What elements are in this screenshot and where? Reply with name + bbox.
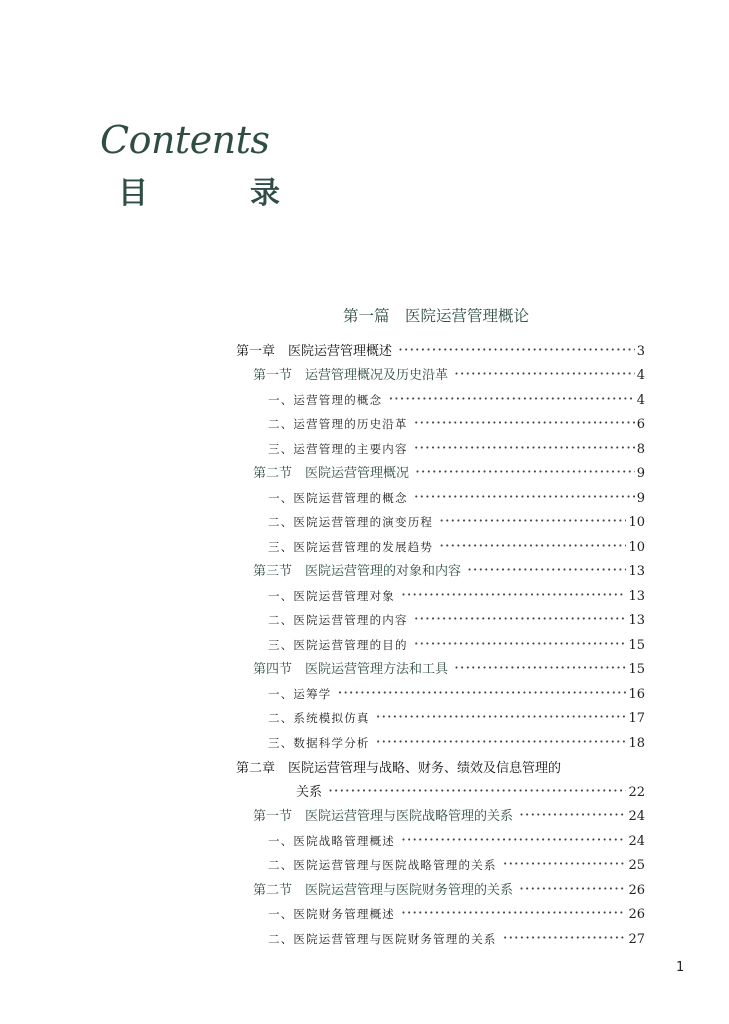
leader-dots [414,487,635,506]
toc-chapter-entry[interactable] [236,340,645,359]
toc-entry-label: 三、医院运营管理的发展趋势 [268,540,434,554]
leader-dots [519,879,626,898]
toc-item-entry[interactable] [268,413,645,432]
toc-chapter-heading-line[interactable]: 第二章 医院运营管理与战略、财务、绩效及信息管理的 [236,761,562,776]
toc-entry-label: 二、医院运营管理的内容 [268,613,408,627]
toc-entry-label: 二、医院运营管理的演变历程 [268,515,434,529]
toc-entry-page: 26 [628,907,645,922]
toc-entry-page: 15 [628,662,645,677]
contents-heading: Contents [100,118,270,162]
toc-section-entry[interactable] [253,560,645,579]
toc-entry-page: 17 [628,711,645,726]
leader-dots [414,609,627,628]
toc-entry-page: 6 [636,417,645,432]
leader-dots [414,438,635,457]
toc-entry-label: 第三节 医院运营管理的对象和内容 [253,564,462,579]
toc-entry-page: 26 [628,883,645,898]
leader-dots [414,413,635,432]
toc-entry-page: 4 [636,393,645,408]
leader-dots [439,536,626,555]
toc-entry-page: 22 [628,785,645,800]
toc-item-entry[interactable] [268,683,645,702]
toc-entry-label: 关系 [296,785,323,800]
toc-entry-page: 8 [636,442,645,457]
leader-dots [401,903,626,922]
toc-entry-page: 13 [628,564,645,579]
leader-dots [401,585,626,604]
toc-entry-label: 一、运营管理的概念 [268,393,383,407]
toc-item-entry[interactable] [268,854,645,873]
toc-entry-label: 一、医院财务管理概述 [268,907,395,921]
toc-entry-label: 第四节 医院运营管理方法和工具 [253,662,449,677]
leader-dots [454,364,635,383]
toc-entry-label: 三、数据科学分析 [268,736,370,750]
toc-entry-label: 三、医院运营管理的目的 [268,638,408,652]
toc-item-entry[interactable] [268,487,645,506]
toc-entry-page: 9 [636,466,645,481]
toc-entry-page: 3 [636,344,645,359]
toc-entry-page: 4 [636,368,645,383]
leader-dots [338,683,627,702]
toc-item-entry[interactable] [268,389,645,408]
page-number: 1 [676,960,685,975]
leader-dots [439,511,626,530]
toc-entry-page: 10 [628,540,645,555]
toc-entry-page: 27 [628,932,645,947]
toc-entry-label: 一、运筹学 [268,687,332,701]
toc-item-entry[interactable] [268,585,645,604]
toc-entry-label: 二、运营管理的历史沿革 [268,417,408,431]
leader-dots [414,634,627,653]
toc-entry-label: 第一章 医院运营管理概述 [236,344,393,359]
toc-entry-page: 16 [628,687,645,702]
toc-chapter-entry[interactable] [296,781,645,800]
leader-dots [376,707,627,726]
toc-entry-page: 10 [628,515,645,530]
toc-entry-page: 24 [628,809,645,824]
toc-entry-label: 二、医院运营管理与医院财务管理的关系 [268,932,497,946]
toc-item-entry[interactable] [268,438,645,457]
toc-item-entry[interactable] [268,928,645,947]
toc-section-entry[interactable] [253,805,645,824]
toc-entry-label: 一、医院战略管理概述 [268,834,395,848]
toc-entry-label: 第一节 医院运营管理与医院战略管理的关系 [253,809,514,824]
toc-entry-page: 15 [628,638,645,653]
toc-item-entry[interactable] [268,536,645,555]
toc-entry-page: 25 [628,858,645,873]
toc-entry-label: 二、医院运营管理与医院战略管理的关系 [268,858,497,872]
toc-entry-label: 三、运营管理的主要内容 [268,442,408,456]
leader-dots [328,781,626,800]
toc-entry-label: 第二节 医院运营管理概况 [253,466,410,481]
leader-dots [401,830,626,849]
toc-item-entry[interactable] [268,511,645,530]
leader-dots [388,389,634,408]
toc-section-entry[interactable] [253,364,645,383]
toc-entry-label: 一、医院运营管理对象 [268,589,395,603]
leader-dots [454,658,626,677]
leader-dots [415,462,635,481]
toc-entry-label: 一、医院运营管理的概念 [268,491,408,505]
leader-dots [467,560,626,579]
leader-dots [398,340,635,359]
toc-item-entry[interactable] [268,732,645,751]
toc-title: 目 录 [118,176,316,211]
toc-entry-page: 18 [628,736,645,751]
toc-section-entry[interactable] [253,658,645,677]
toc-item-entry[interactable] [268,830,645,849]
toc-entry-page: 13 [628,613,645,628]
toc-section-entry[interactable] [253,879,645,898]
leader-dots [519,805,626,824]
leader-dots [376,732,627,751]
toc-section-entry[interactable] [253,462,645,481]
toc-item-entry[interactable] [268,903,645,922]
toc-item-entry[interactable] [268,634,645,653]
toc-entry-label: 第二节 医院运营管理与医院财务管理的关系 [253,883,514,898]
leader-dots [503,928,627,947]
part-title: 第一篇 医院运营管理概论 [343,307,530,325]
toc-entry-label: 二、系统模拟仿真 [268,711,370,725]
toc-entry-page: 9 [636,491,645,506]
leader-dots [503,854,627,873]
toc-entry-page: 13 [628,589,645,604]
toc-entry-page: 24 [628,834,645,849]
toc-item-entry[interactable] [268,609,645,628]
toc-entry-label: 第一节 运营管理概况及历史沿革 [253,368,449,383]
toc-item-entry[interactable] [268,707,645,726]
